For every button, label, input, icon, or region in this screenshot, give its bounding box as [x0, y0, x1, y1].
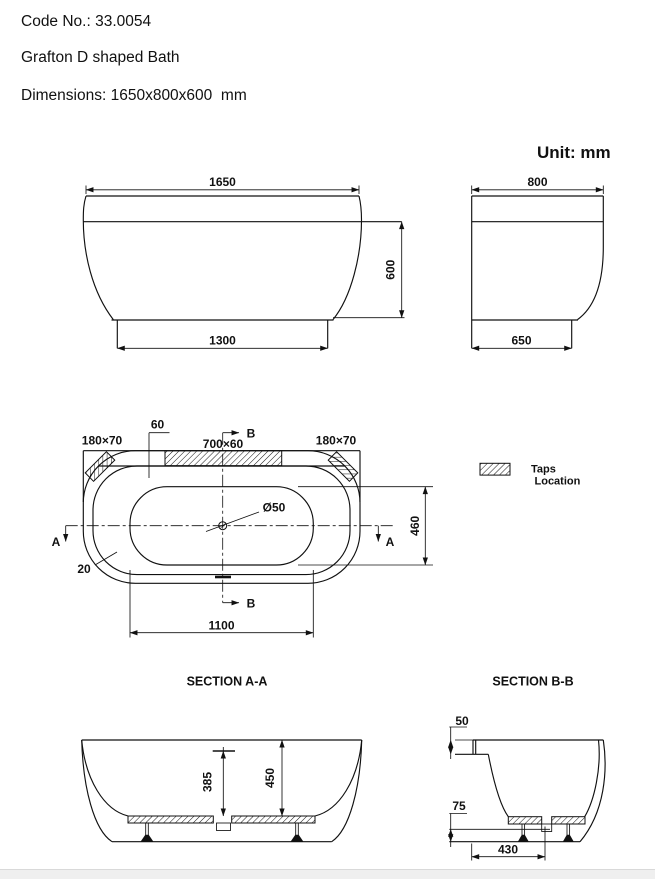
dim-foot-height: 75 [452, 799, 466, 813]
legend-taps-line1: Taps [531, 463, 556, 476]
adjustable-foot-right [291, 823, 304, 842]
code-number: Code No.: 33.0054 [21, 13, 152, 30]
taps-location-swatch [480, 463, 510, 475]
base-board-right [232, 816, 315, 823]
dim-center-tap: 700×60 [202, 437, 244, 451]
adjustable-foot-left [518, 824, 529, 842]
section-bb-view [449, 675, 605, 861]
section-aa-title: SECTION A-A [186, 674, 268, 689]
dim-inner-depth: 450 [263, 767, 277, 789]
section-b-label-top: B [246, 426, 256, 441]
dim-base-width: 1300 [209, 333, 236, 348]
side-elevation-view [472, 175, 604, 348]
dim-rim-top-width: 60 [150, 417, 165, 432]
legend-taps-line2: Location [534, 475, 581, 488]
unit-label: Unit: mm [537, 143, 611, 162]
dim-water-depth: 385 [200, 771, 215, 793]
dim-drain-diameter: Ø50 [262, 500, 286, 515]
dim-corner-tap-right: 180×70 [315, 433, 357, 448]
front-elevation-view [83, 175, 404, 348]
dim-rim-edge: 50 [455, 714, 469, 728]
section-bb-title: SECTION B-B [492, 674, 574, 689]
base-board-right [552, 817, 585, 824]
center-tap-pad [165, 451, 282, 466]
overall-dimensions: Dimensions: 1650x800x600 mm [21, 87, 247, 104]
inner-rim-outline [93, 466, 350, 575]
waste-drain-fitting [542, 824, 552, 832]
dim-overall-depth: 800 [527, 175, 548, 189]
section-b-label-bottom: B [246, 596, 256, 611]
right-outline [333, 196, 362, 320]
legend [480, 463, 581, 487]
dim-base-width: 430 [497, 842, 519, 857]
left-inner-wall [488, 754, 508, 816]
section-a-label-left: A [51, 535, 61, 549]
waste-drain-fitting [217, 823, 231, 831]
section-a-label-right: A [385, 535, 395, 549]
left-inner-wall [82, 740, 128, 816]
dim-base-depth: 650 [511, 333, 532, 348]
rim-thickness-leader [95, 552, 117, 565]
dim-overall-width: 1650 [209, 175, 236, 189]
drain-leader-line [206, 512, 259, 532]
dim-rim-thickness: 20 [77, 562, 91, 576]
left-outline [83, 196, 113, 320]
base-board-left [508, 817, 541, 824]
product-name: Grafton D shaped Bath [21, 49, 180, 66]
right-outer-shell [580, 740, 605, 842]
dim-corner-tap-left: 180×70 [81, 433, 123, 448]
adjustable-foot-left [141, 823, 154, 842]
dim-interior-length: 1100 [208, 618, 235, 633]
dim-interior-width: 460 [408, 515, 422, 536]
right-inner-wall [585, 740, 600, 817]
right-inner-wall [315, 740, 362, 816]
outer-rim-outline [83, 451, 360, 584]
dim-height: 600 [383, 259, 398, 280]
curved-side-line [578, 196, 604, 320]
plan-view [52, 418, 433, 638]
adjustable-foot-right [563, 824, 574, 842]
section-aa-view [82, 675, 362, 842]
base-board-left [128, 816, 213, 823]
